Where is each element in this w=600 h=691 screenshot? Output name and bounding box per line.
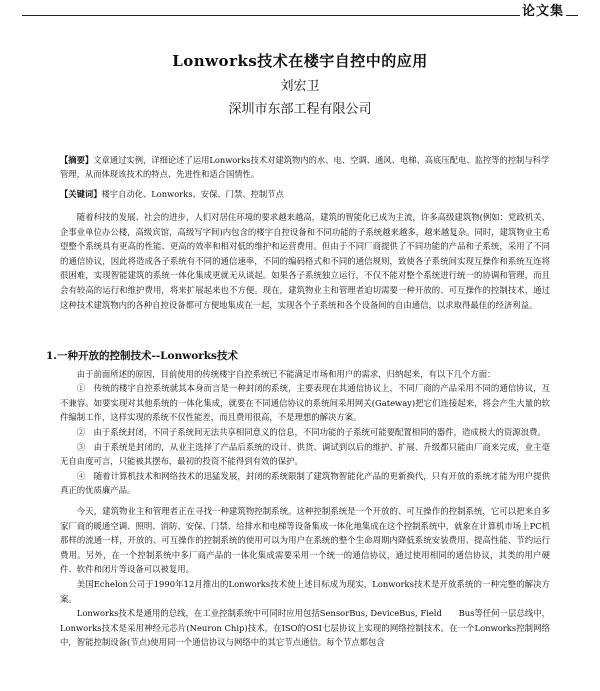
section-paragraph-6: 今天，建筑物业主和管理者正在寻找一种建筑物控制系统。这种控制系统是一个开放的、可互操作的控制系统，它可以把来自多家厂商的暖通空调、照明、消防、安保、门禁、给排水和电梯等设备集成一体化地集成在这个控制系统中，就象在计算机市场上PC机那样的流通一样，开放的、可互操作的控制系统的使用可以为用户在系统的整个生命周期内降低系统安装费用、提高性能、节约运行费用。另外，在一个控制系统中多厂商产品的一体化集成需要采用一个统一的通信协议，通过使用相同的通信协议，其类的用户硬件、软件和闭片等设备可以被复用。: [60, 505, 550, 575]
abstract-text: 文章通过实例，详细论述了运用Lonworks技术对建筑物内的水、电、空调、通风、电梯、高底压配电、监控等的控制与科学管理，从而体现该技术的特点、先进性和适合国情性。: [60, 155, 550, 179]
author-name: 刘宏卫: [280, 79, 320, 94]
title-block: [0, 50, 600, 117]
paper-title: Lonworks技术在楼宇自控中的应用: [172, 52, 428, 70]
abstract-label: 【摘要】: [60, 155, 94, 165]
header-rule: [22, 15, 578, 16]
abstract: [60, 153, 550, 181]
author-affiliation: 深圳市东部工程有限公司: [228, 102, 372, 117]
introduction: [60, 210, 550, 312]
section-paragraph-5: ④ 随着计算机技术和网络技术的迅猛发展，封闭的系统限制了建筑物智能化产品的更新换代，只有开放的系统才能为用户提供真正的优质廉产品。: [60, 470, 550, 496]
section-1: [46, 349, 550, 650]
running-header: 论文集: [520, 0, 566, 19]
section-paragraph-7: 美国Echelon公司于1990年12月推出的Lonworks技术使上述目标成为现实，Lonworks技术是开放系统的一种完整的解决方案。: [60, 578, 550, 604]
intro-paragraph: 随着科技的发展、社会的进步，人们对居住环境的要求越来越高，建筑的智能化已成为主流，许多高级建筑物(例如：党政机关、企事业单位办公楼，高级宾馆，高级写字间)内包含的楼宇自控设备和不同功能的子系统越来越多，越来越复杂。同时，建筑物业主希望整个系统具有更高的性能、更高的效率和相对低的维护和运营费用。但由于不同厂商提供了不同功能的产品和子系统，采用了不同的通信协议，因此将造成各子系统有不同的通信速率，不同的编码格式和不同的通信规则，致使各子系统间实现互操作和系统互连将很困难，实现智能建筑的系统一体化集成更就无从谈起。如果各子系统独立运行，不仅不能对整个系统进行统一的协调和管理，而且会有较高的运行和维护费用，将来扩展起来也不方便。现在，建筑物业主和管理者迫切需要一种开放的、可互操作的控制技术，通过这种技术建筑物内的各种自控设备都可方便地集成在一起，实现各个子系统和各个设备间的自由通信，以求取得最佳的经济利益。: [60, 212, 550, 310]
keywords-label: 【关键词】: [60, 189, 102, 199]
section-paragraph-8: Lonworks技术是通用的总线，在工业控制系统中可同时应用包括SensorBus, DeviceBus, Field Bus等任何一层总线中，Lonworks技术是采用神经元芯片(Neuron Chip)技术，在ISO的OSI七层协议上实现的网络控制技术。在一个Lonworks控制网络中，智能控制设备(节点)使用同一个通信协议与网络中的其它节点通信。每个节点都包含: [60, 608, 550, 648]
section-paragraph-3: ② 由于系统封闭，不同子系统间无法共享相同意义的信息，不同功能的子系统可能要配置相同的器件，造成极大的资源浪费。: [76, 426, 546, 437]
section-paragraph-1: 由于前面所述的原因，目前使用的传统楼宇自控系统已不能满足市场和用户的需求，归纳起来，有以下几个方面：: [76, 368, 496, 379]
section-heading: 1.一种开放的控制技术--Lonworks技术: [46, 350, 238, 362]
keywords: [60, 187, 550, 201]
section-paragraph-4: ③ 由于系统是封闭的，从业主选择了产品后系统的设计、供货、调试到以后的维护、扩展、升级都只能由厂商来完成，业主毫无自由度可言，只能被其摆布，最初的投资不能得到有效的保护。: [60, 441, 550, 467]
section-paragraph-2: ① 传统的楼宇自控系统就其本身而言是一种封闭的系统，主要表现在其通信协议上，不同厂商的产品采用不同的通信协议，互不兼容。如要实现对其他系统的一体化集成，就要在不同通信协议的系统间采用网关(Gateway)把它们连接起来，将会产生大量的软件编制工作，这样实现的系统不仅性能差，而且费用很高，不是理想的解决方案。: [60, 383, 550, 423]
keywords-text: 楼宇自动化、Lonworks、安保、门禁、控制节点: [101, 189, 284, 199]
